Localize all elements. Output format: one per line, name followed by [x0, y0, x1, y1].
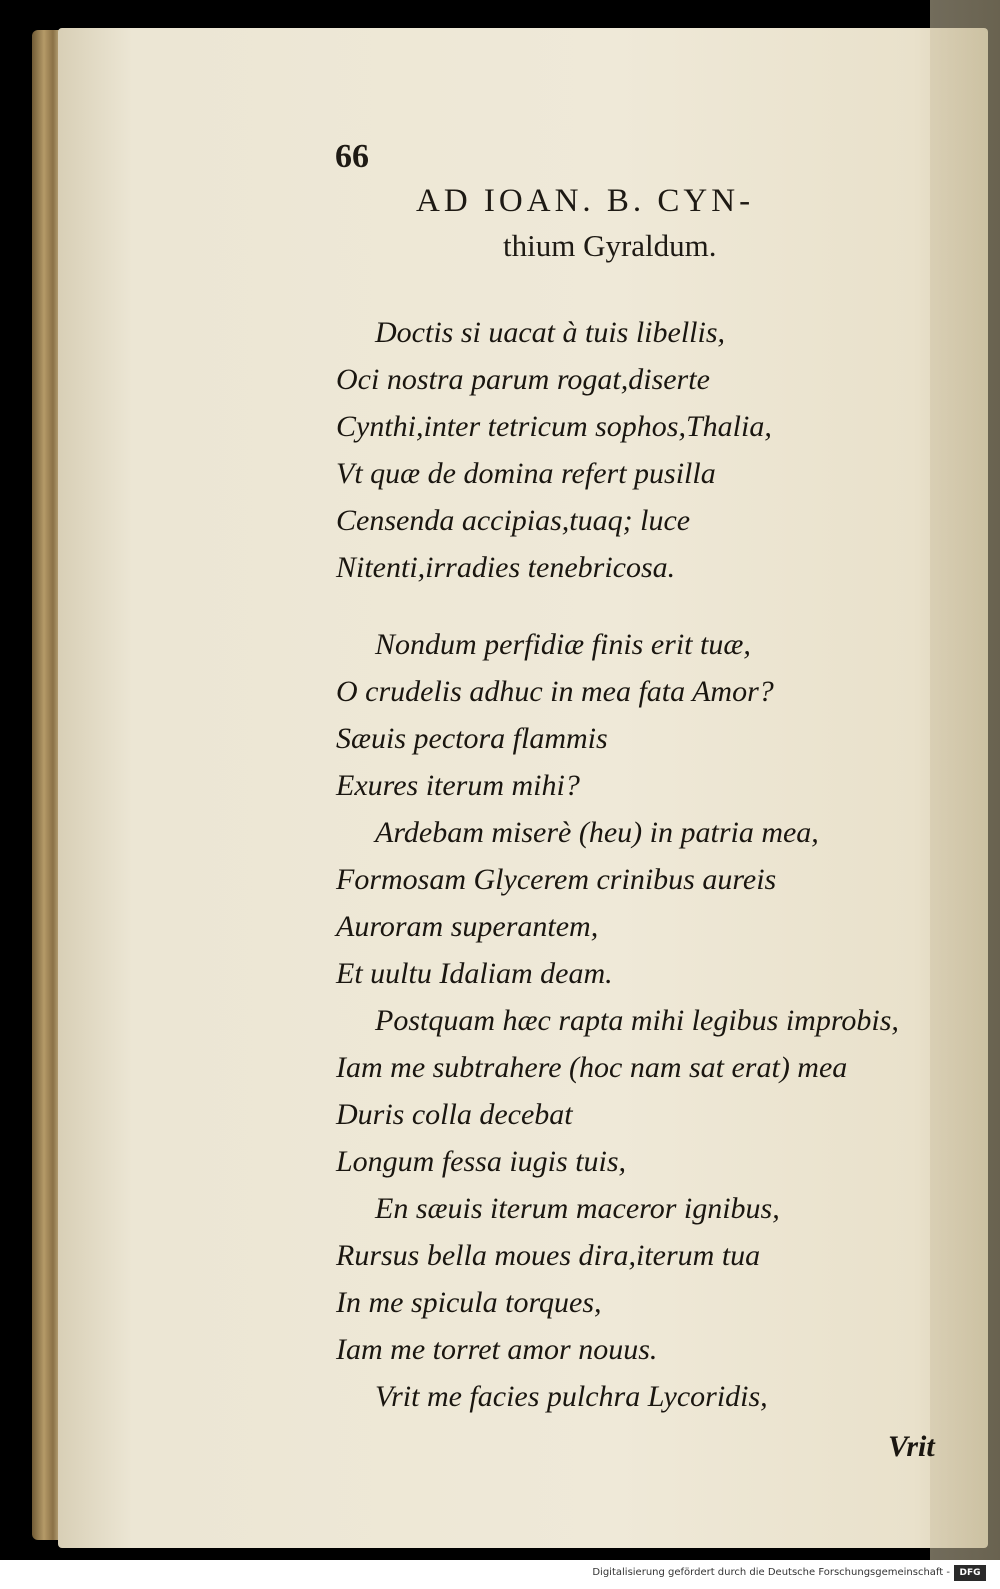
verse-line: In me spicula torques, [336, 1286, 602, 1319]
verse-line: Duris colla decebat [336, 1098, 573, 1131]
poem-title-line-2: thium Gyraldum. [503, 228, 717, 263]
page-number: 66 [335, 138, 369, 175]
funding-credit: Digitalisierung gefördert durch die Deutsche Forschungsgemeinschaft - [592, 1567, 950, 1578]
digitization-footer [0, 1560, 1000, 1589]
dfg-logo: DFG [954, 1565, 986, 1581]
verse-line: Nitenti,irradies tenebricosa. [336, 551, 676, 584]
verse-line: Rursus bella moues dira,iterum tua [336, 1239, 761, 1272]
verse-line: Oci nostra parum rogat,diserte [336, 363, 710, 396]
verse-line: Postquam hæc rapta mihi legibus improbis, [375, 1004, 899, 1037]
verse-line: Cynthi,inter tetricum sophos,Thalia, [336, 410, 772, 443]
verse-line: Et uultu Idaliam deam. [336, 957, 613, 990]
verse-line: Ardebam miserè (heu) in patria mea, [375, 816, 819, 849]
verse-line: Censenda accipias,tuaq; luce [336, 504, 691, 537]
verse-line: Exures iterum mihi? [336, 769, 580, 802]
verse-line: Auroram superantem, [336, 910, 599, 943]
verse-line: Formosam Glycerem crinibus aureis [336, 863, 777, 896]
verse-line: En sæuis iterum maceror ignibus, [375, 1192, 780, 1225]
verse-line: Vt quæ de domina refert pusilla [336, 457, 716, 490]
verse-line: Sæuis pectora flammis [336, 722, 608, 755]
verse-line: Iam me subtrahere (hoc nam sat erat) mea [336, 1051, 848, 1084]
verse-line: O crudelis adhuc in mea fata Amor? [336, 675, 774, 708]
verse-line: Nondum perfidiæ finis erit tuæ, [375, 628, 751, 661]
catchword: Vrit [888, 1430, 935, 1463]
verse-line: Doctis si uacat à tuis libellis, [375, 316, 725, 349]
poem-title-line-1: AD IOAN. B. CYN- [416, 183, 755, 219]
verse-line: Vrit me facies pulchra Lycoridis, [375, 1380, 768, 1413]
facing-page-bleed [930, 0, 1000, 1560]
verse-line: Iam me torret amor nouus. [336, 1333, 658, 1366]
verse-line: Longum fessa iugis tuis, [336, 1145, 627, 1178]
